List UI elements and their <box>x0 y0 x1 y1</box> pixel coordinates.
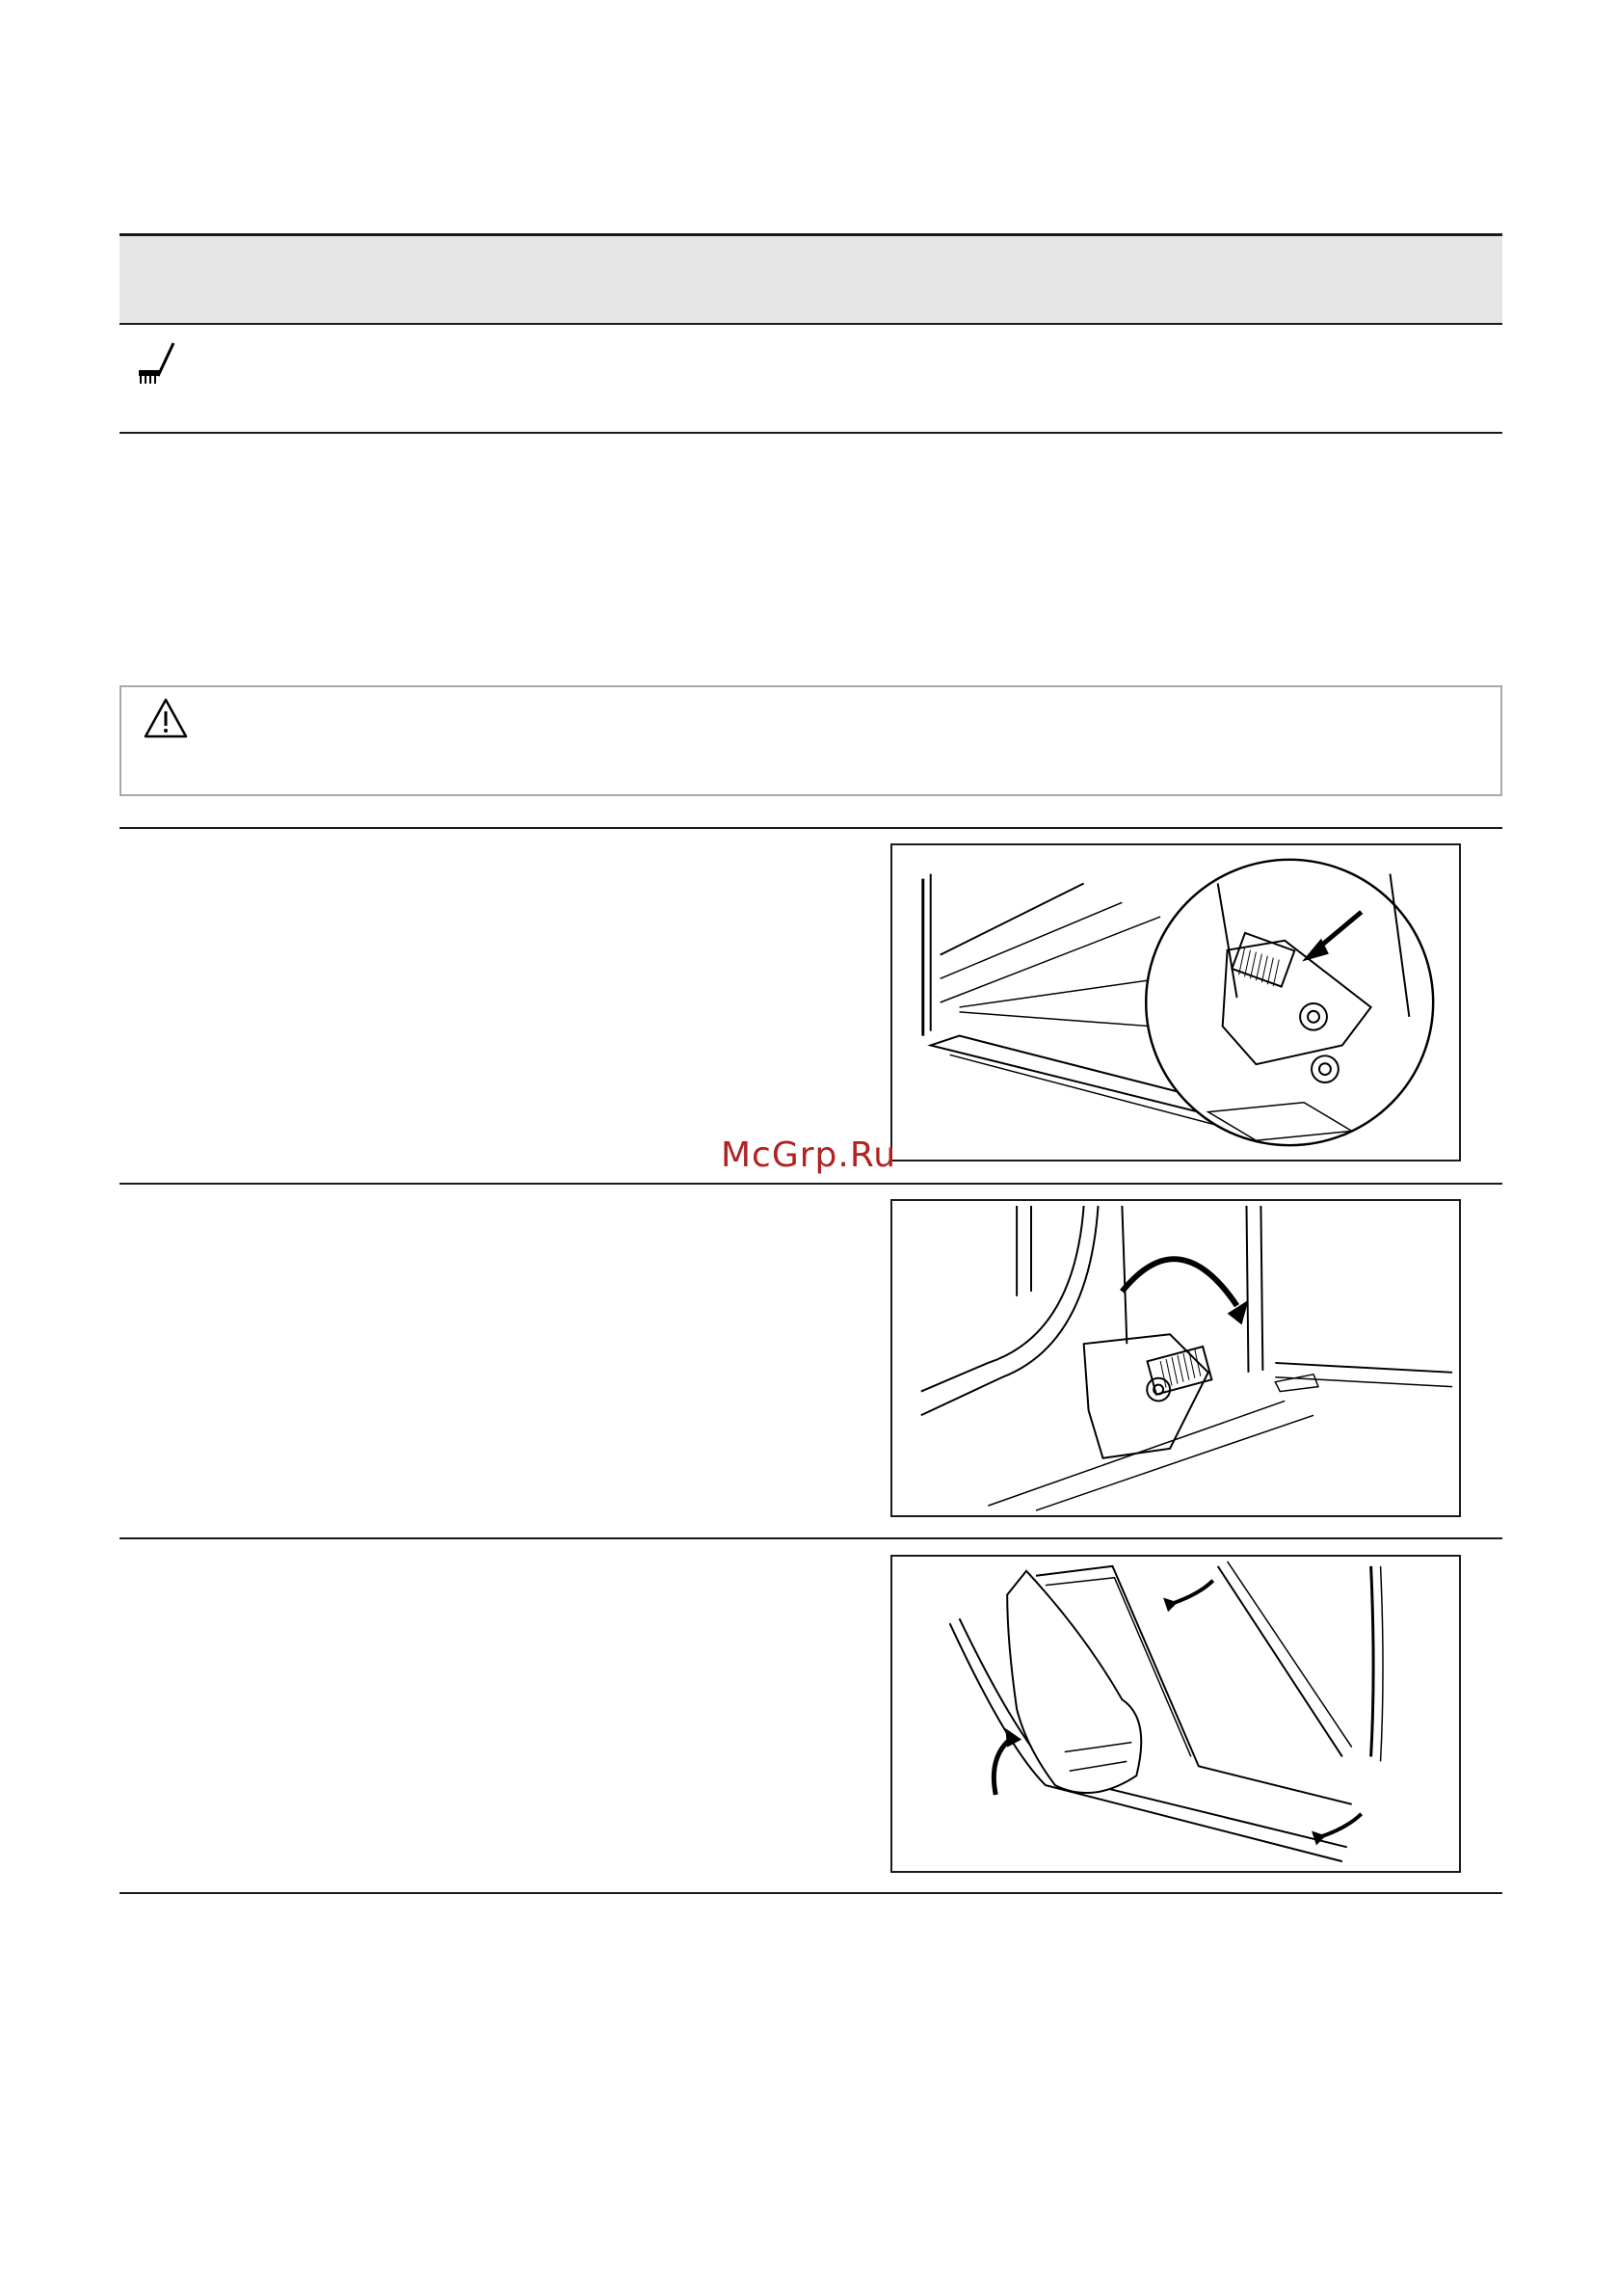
steps-bottom-rule <box>119 1892 1502 1894</box>
warning-triangle-icon <box>143 697 189 739</box>
figure-hinge-lever-rotate <box>890 1199 1461 1517</box>
step-1-top-rule <box>119 827 1502 829</box>
step-2-top-rule <box>119 1183 1502 1185</box>
figure-door-lift-remove <box>890 1555 1461 1873</box>
step-3-top-rule <box>119 1537 1502 1539</box>
table-header-band <box>119 233 1502 325</box>
figure-hinge-lock-detail <box>890 843 1461 1161</box>
table-bottom-rule <box>119 432 1502 434</box>
brush-tool-icon <box>135 337 179 387</box>
watermark: McGrp.Ru <box>721 1135 897 1175</box>
warning-box <box>119 685 1502 796</box>
